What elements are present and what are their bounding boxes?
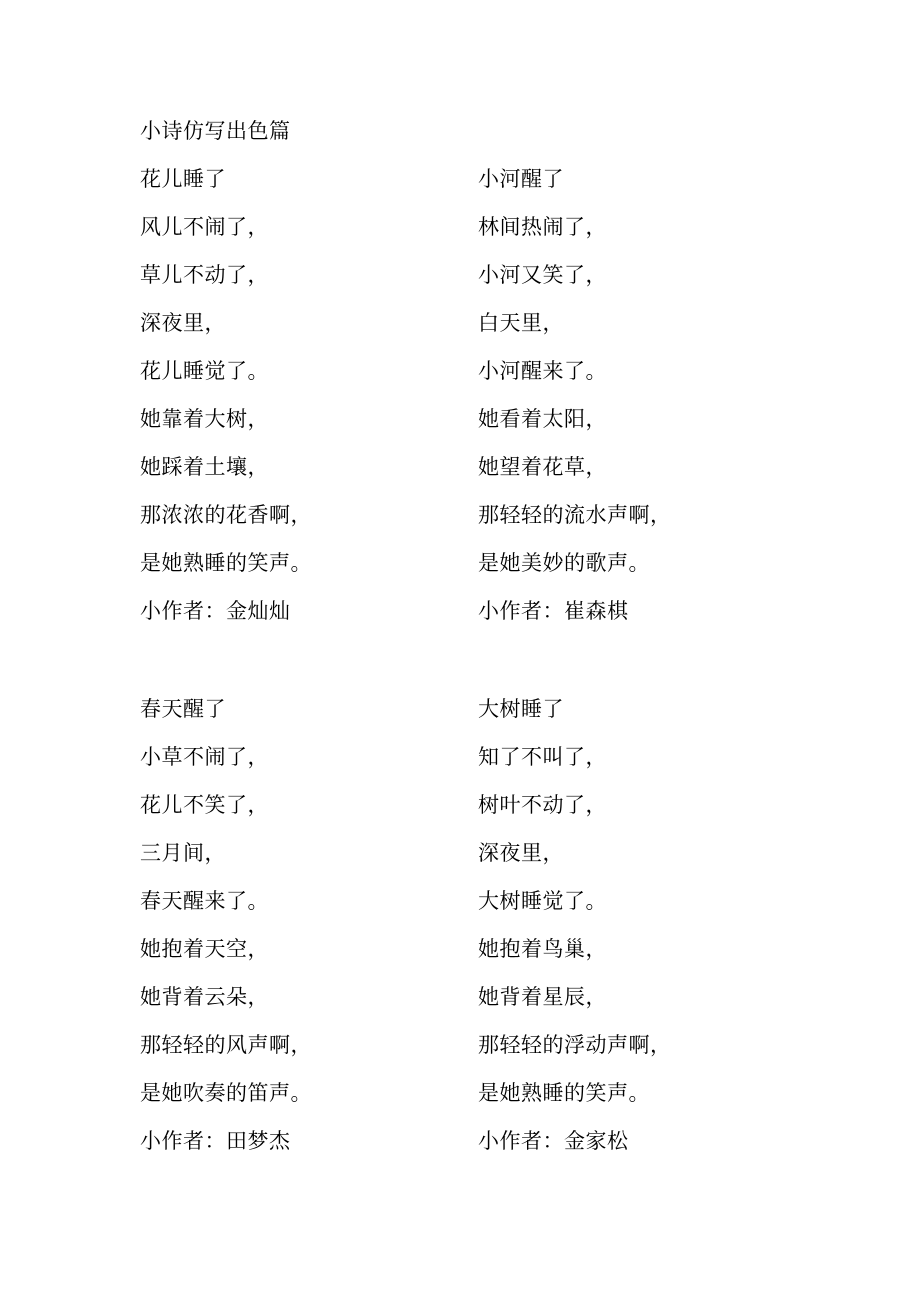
poem-line: 是她吹奏的笛声。 [140,1081,312,1105]
poem-line: 她抱着天空， [140,937,269,961]
poem-line: 她抱着鸟巢， [478,937,607,961]
poem-xiao-he-xing-le [478,164,778,644]
poem-title: 春天醒了 [140,697,226,721]
poem-line: 大树睡觉了。 [478,889,607,913]
page-title: 小诗仿写出色篇 [140,119,291,143]
poem-line: 她背着星辰， [478,985,607,1009]
poem-line: 她看着太阳， [478,407,607,431]
poem-line: 三月间， [140,841,226,865]
poem-line: 春天醒来了。 [140,889,269,913]
poem-hua-er-shui-le [140,164,440,644]
poem-line: 白天里， [478,311,564,335]
poem-title: 大树睡了 [478,697,564,721]
poem-line: 她踩着土壤， [140,455,269,479]
poem-line: 是她美妙的歌声。 [478,551,650,575]
poem-line: 林间热闹了， [478,215,607,239]
poem-line: 是她熟睡的笑声。 [478,1081,650,1105]
poem-line: 小草不闹了， [140,745,269,769]
poem-line: 那轻轻的风声啊， [140,1033,312,1057]
poem-author: 小作者：田梦杰 [140,1129,291,1153]
poem-line: 草儿不动了， [140,263,269,287]
poem-author: 小作者：金家松 [478,1129,629,1153]
poem-line: 花儿睡觉了。 [140,359,269,383]
poem-line: 她望着花草， [478,455,607,479]
poem-title: 花儿睡了 [140,167,226,191]
poem-line: 小河醒来了。 [478,359,607,383]
poem-da-shu-shui-le [478,694,778,1174]
poem-title: 小河醒了 [478,167,564,191]
poem-line: 树叶不动了， [478,793,607,817]
poem-line: 花儿不笑了， [140,793,269,817]
poem-line: 深夜里， [478,841,564,865]
poem-chun-tian-xing-le [140,694,440,1174]
poem-line: 是她熟睡的笑声。 [140,551,312,575]
poem-line: 风儿不闹了， [140,215,269,239]
poem-line: 她靠着大树， [140,407,269,431]
poem-line: 深夜里， [140,311,226,335]
poem-line: 她背着云朵， [140,985,269,1009]
poem-author: 小作者：金灿灿 [140,599,291,623]
poem-line: 那浓浓的花香啊， [140,503,312,527]
poem-author: 小作者：崔森棋 [478,599,629,623]
poem-line: 那轻轻的浮动声啊， [478,1033,672,1057]
poem-line: 小河又笑了， [478,263,607,287]
poem-line: 知了不叫了， [478,745,607,769]
poem-line: 那轻轻的流水声啊， [478,503,672,527]
